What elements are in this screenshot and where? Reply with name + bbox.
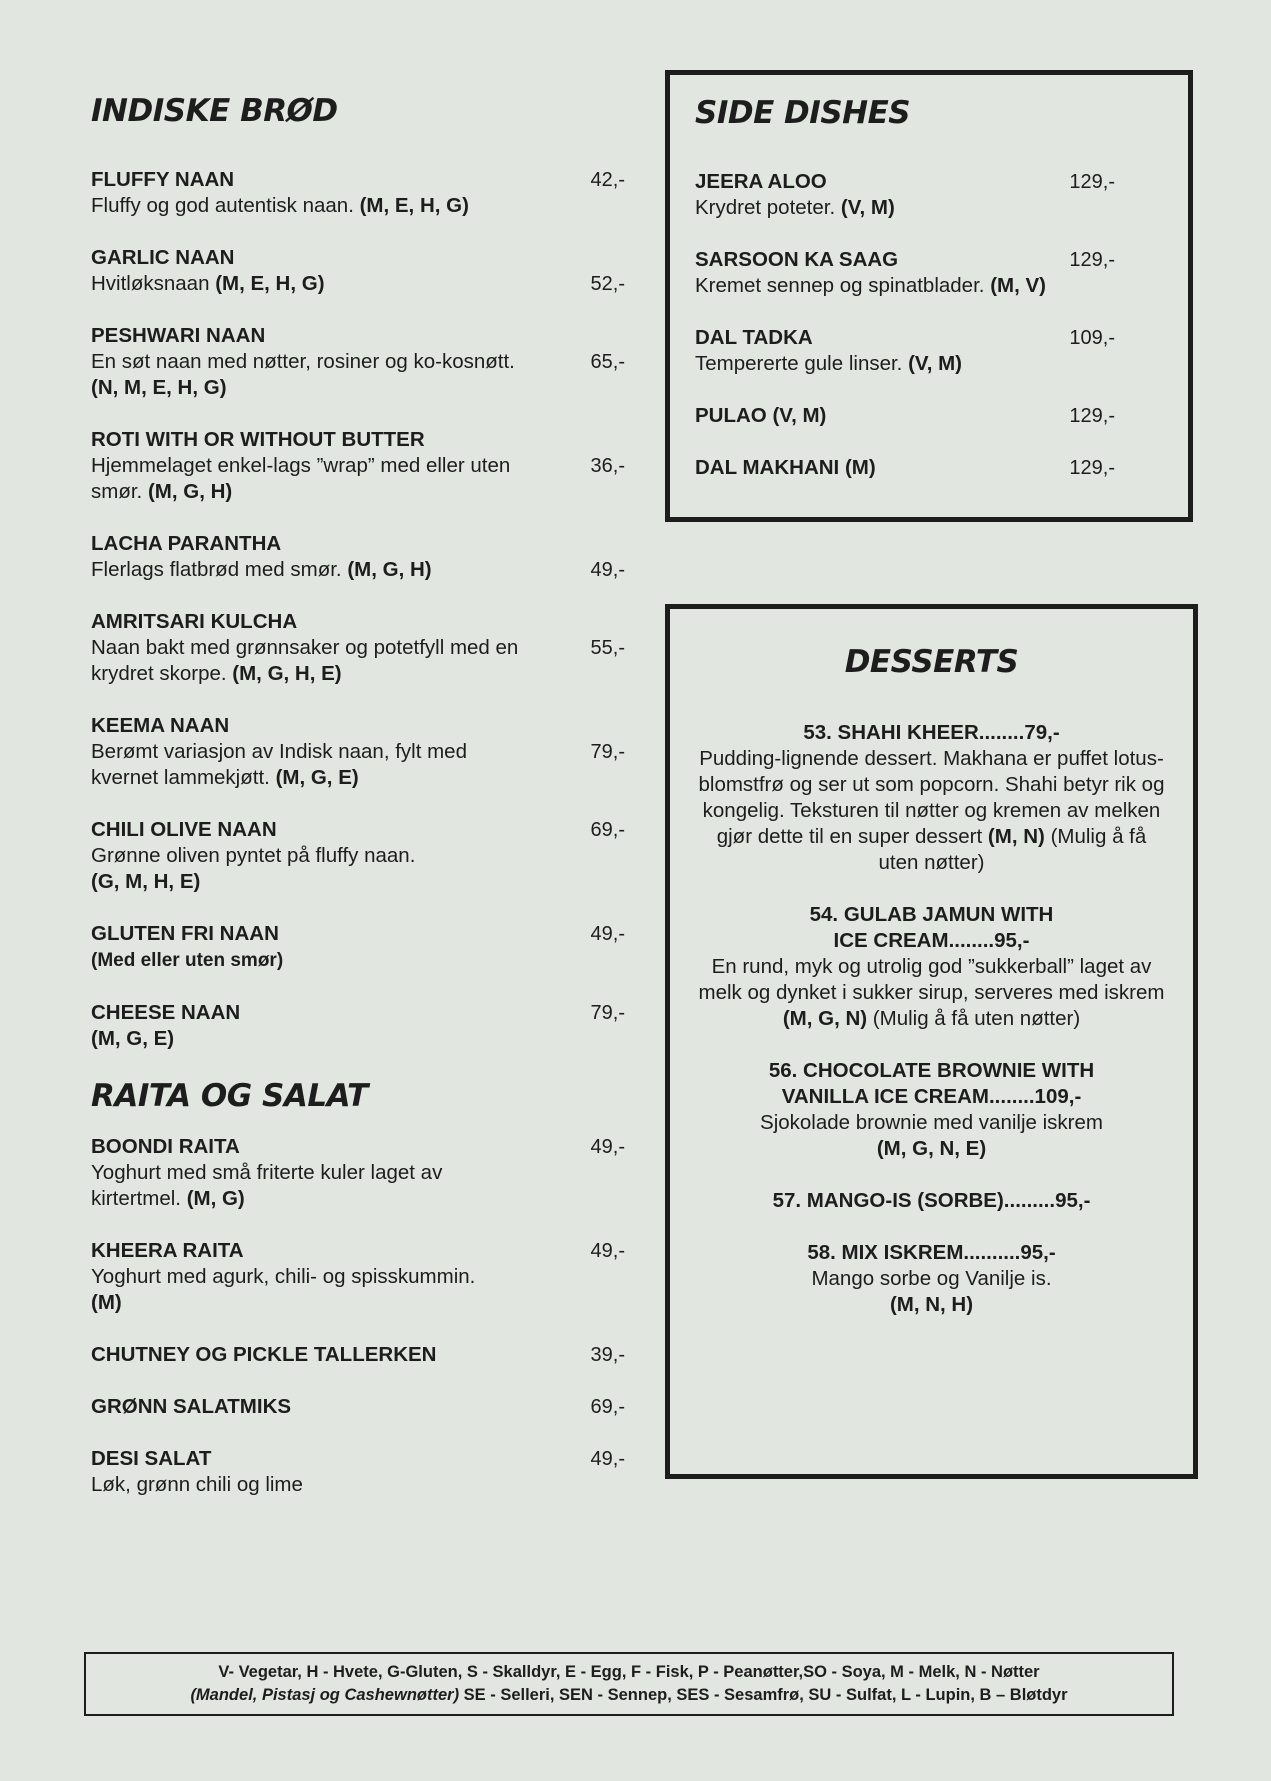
menu-item [91,921,625,974]
item-desc [91,1026,531,1052]
dessert-name: 57. MANGO-IS (SORBE).........95,- [772,1189,1091,1212]
item-name: FLUFFY NAAN [91,168,235,191]
item-name: DAL TADKA [695,326,813,349]
item-desc: Yoghurt med små friterte kuler laget av kirtertmel. (M, G) [91,1161,443,1210]
item-price: 79,- [590,741,625,763]
allergens: (M, E, H, G) [359,194,469,217]
item-price: 69,- [590,819,625,841]
dessert-desc: Pudding-lignende dessert. Makhana er puffet lotus-blomstfrø og ser ut som popcorn. Shahi betyr rik og kongelig. Teksturen til nøtter og kremen av melken gjør dette til en super dessert (M, N) (Mulig å få uten nøtter) [698,747,1165,874]
item-price: 69,- [590,1396,625,1418]
item-name: BOONDI RAITA [91,1135,240,1158]
item-price: 42,- [590,169,625,191]
item-price: 52,- [590,273,625,295]
item-name: CHILI OLIVE NAAN [91,818,277,841]
dessert-item [697,1240,1167,1318]
menu-item [695,403,1115,429]
menu-item [91,245,625,297]
item-name: GLUTEN FRI NAAN [91,922,279,945]
item-name: GRØNN SALATMIKS [91,1395,292,1418]
menu-item [91,167,625,219]
item-name: KHEERA RAITA [91,1239,244,1262]
menu-item [695,325,1115,377]
section-title-indiske-brod: INDISKE BRØD [91,93,338,129]
allergens: (M, G, H, E) [232,662,342,685]
legend-line-1: V- Vegetar, H - Hvete, G-Gluten, S - Skalldyr, E - Egg, F - Fisk, P - Peanøtter,SO - Soya, M - Melk, N - Nøtter [218,1663,1040,1681]
item-desc: Løk, grønn chili og lime [91,1473,303,1496]
item-price: 49,- [590,1136,625,1158]
allergens: (G, M, H, E) [91,870,201,893]
item-name: PESHWARI NAAN [91,324,266,347]
menu-item [91,1238,625,1316]
menu-item [91,817,625,895]
item-price: 79,- [590,1002,625,1024]
item-desc [91,947,531,974]
item-name: DAL MAKHANI (M) [695,456,876,479]
dessert-name: 56. CHOCOLATE BROWNIE WITH VANILLA ICE CREAM........109,- [768,1059,1095,1108]
dessert-desc: En rund, myk og utrolig god ”sukkerball” laget av melk og dynket i sukker sirup, serveres med iskrem (M, G, N) (Mulig å få uten nøtter) [698,955,1165,1030]
allergens: (M, G, H) [347,558,432,581]
item-desc: Naan bakt med grønnsaker og potetfyll med en krydret skorpe. (M, G, H, E) [91,636,519,685]
allergens: (M, G, N) [782,1007,868,1030]
menu-item [91,609,625,687]
item-price: 36,- [590,455,625,477]
item-name: PULAO (V, M) [695,404,827,427]
allergens: (M, G, E) [275,766,359,789]
allergens: (M) [91,1291,122,1314]
dessert-item [697,1058,1167,1162]
menu-item [91,713,625,791]
legend-line-2: (Mandel, Pistasj og Cashewnøtter) SE - Selleri, SEN - Sennep, SES - Sesamfrø, SU - Sulfat, L - Lupin, B – Bløtdyr [190,1686,1068,1704]
item-price: 129,- [1069,405,1115,427]
item-name: JEERA ALOO [695,170,827,193]
menu-item [695,169,1115,221]
allergens: (M, E, H, G) [215,272,325,295]
item-name: ROTI WITH OR WITHOUT BUTTER [91,428,425,451]
item-price: 109,- [1069,327,1115,349]
item-desc: Kremet sennep og spinatblader. (M, V) [695,274,1046,297]
menu-item [695,455,1115,481]
item-price: 39,- [590,1344,625,1366]
dessert-item [697,1188,1167,1214]
dessert-note: (Mulig å få uten nøtter) [878,825,1147,874]
allergens: (V, M) [908,352,963,375]
section-title-raita: RAITA OG SALAT [91,1078,368,1114]
allergens: (M, N) [987,825,1045,848]
dessert-note: (Mulig å få uten nøtter) [872,1007,1081,1030]
menu-item [91,1000,625,1052]
item-desc: Fluffy og god autentisk naan. (M, E, H, G) [91,194,469,217]
side-dishes-box [665,70,1193,522]
left-column [91,93,625,1524]
item-desc: Flerlags flatbrød med smør. (M, G, H) [91,558,432,581]
menu-item [91,531,625,583]
item-name: DESI SALAT [91,1447,212,1470]
item-desc: Berømt variasjon av Indisk naan, fylt med kvernet lammekjøtt. (M, G, E) [91,740,467,789]
item-name: AMRITSARI KULCHA [91,610,298,633]
dessert-desc: Sjokolade brownie med vanilje iskrem (M, G, N, E) [760,1111,1103,1160]
item-name: LACHA PARANTHA [91,532,282,555]
item-name: CHEESE NAAN [91,1001,241,1024]
allergens: (M, V) [990,274,1046,297]
item-price: 55,- [590,637,625,659]
dessert-desc: Mango sorbe og Vanilje is. (M, N, H) [811,1267,1052,1316]
menu-item [91,1342,625,1368]
item-price: 129,- [1069,457,1115,479]
allergens: (M, G, N, E) [876,1137,987,1160]
allergen-legend [84,1652,1174,1716]
allergens: (M, G, H) [147,480,233,503]
item-price: 49,- [590,1240,625,1262]
item-desc: Yoghurt med agurk, chili- og spisskummin. (M) [91,1265,476,1314]
dessert-item [697,902,1167,1032]
allergens: (V, M) [840,196,895,219]
dessert-item [697,720,1167,876]
allergens: (M, N, H) [889,1293,974,1316]
dessert-name: 53. SHAHI KHEER........79,- [803,721,1060,744]
item-desc: Tempererte gule linser. (V, M) [695,352,963,375]
item-desc: Hvitløksnaan (M, E, H, G) [91,272,325,295]
menu-item [91,1134,625,1212]
allergens: (M, G) [186,1187,245,1210]
item-price: 49,- [590,559,625,581]
item-price: 129,- [1069,249,1115,271]
menu-item [91,1446,625,1498]
item-desc: Hjemmelaget enkel-lags ”wrap” med eller uten smør. (M, G, H) [91,454,511,503]
allergens: (N, M, E, H, G) [91,376,227,399]
item-desc: En søt naan med nøtter, rosiner og ko-kosnøtt. (N, M, E, H, G) [91,350,515,399]
menu-item [91,323,625,401]
item-name: KEEMA NAAN [91,714,230,737]
menu-item [695,247,1115,299]
item-price: 129,- [1069,171,1115,193]
section-title-side-dishes: SIDE DISHES [695,95,911,131]
item-name: GARLIC NAAN [91,246,235,269]
item-desc: Krydret poteter. (V, M) [695,196,895,219]
desserts-box [665,604,1198,1479]
dessert-name: 58. MIX ISKREM..........95,- [807,1241,1056,1264]
allergens: (Med eller uten smør) [91,950,284,971]
item-name: CHUTNEY OG PICKLE TALLERKEN [91,1343,437,1366]
dessert-name: 54. GULAB JAMUN WITH ICE CREAM........95,- [809,903,1054,952]
item-price: 65,- [590,351,625,373]
menu-item [91,427,625,505]
menu-item [91,1394,625,1420]
item-name: SARSOON KA SAAG [695,248,899,271]
item-price: 49,- [590,1448,625,1470]
allergens: (M, G, E) [91,1027,175,1050]
item-price: 49,- [590,923,625,945]
item-desc: Grønne oliven pyntet på fluffy naan. (G, M, H, E) [91,844,416,893]
section-title-desserts: DESSERTS [844,644,1019,680]
